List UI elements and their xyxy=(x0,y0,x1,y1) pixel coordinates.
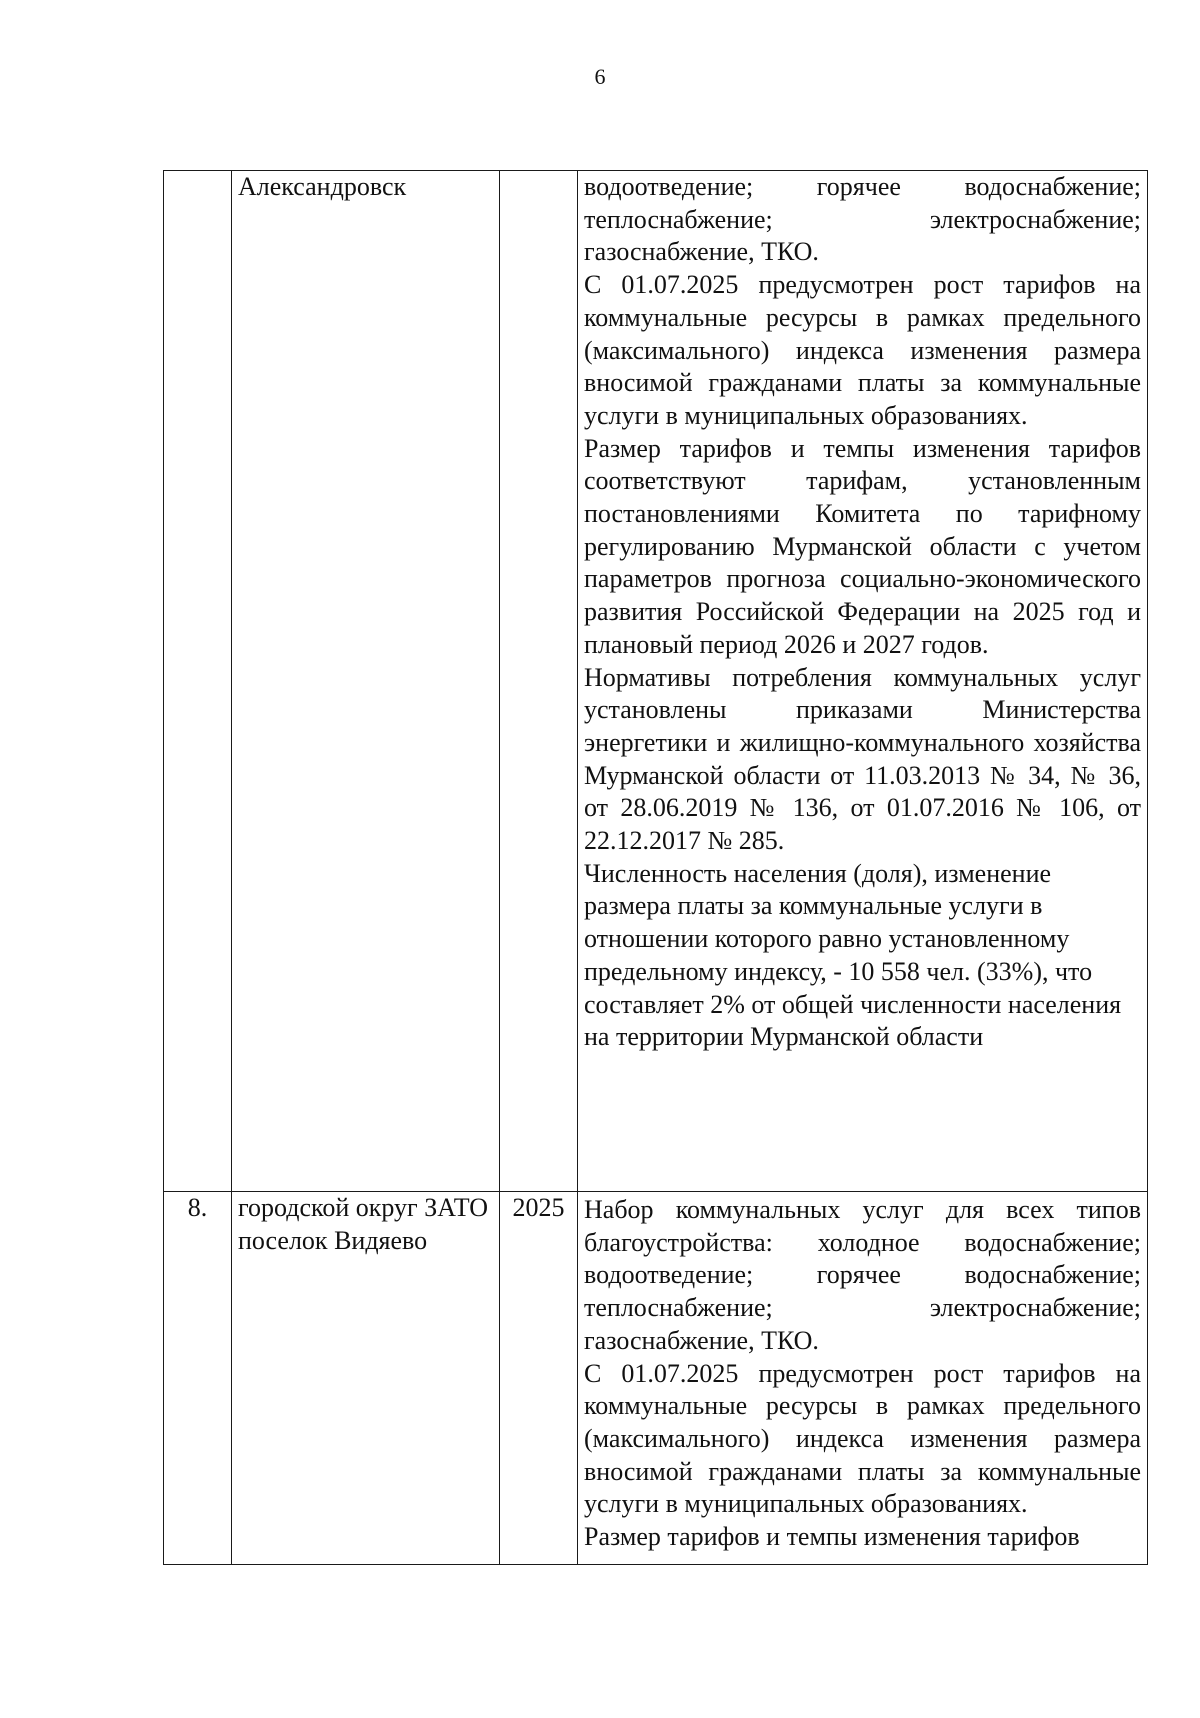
description-paragraph: Размер тарифов и темпы изменения тарифов xyxy=(584,1522,1080,1552)
municipality-name: городской округ ЗАТО поселок Видяево xyxy=(232,1192,500,1565)
table-row xyxy=(164,1192,1148,1565)
description-paragraph: Численность населения (доля), изменение размера платы за коммунальные услуги в отношении которого равно установленному предельному индексу, - 10 558 чел. (33%), что составляет 2% от общей численности населения на территории Мурманской области xyxy=(584,858,1122,1052)
row-number: 8. xyxy=(164,1192,232,1565)
description-paragraph: Размер тарифов и темпы изменения тарифов соответствуют тарифам, установленным постановлениями Комитета по тарифному регулированию Мурманской области с учетом параметров прогноза социально-экономического развития Российской Федерации на 2025 год и плановый период 2026 и 2027 годов. xyxy=(584,433,1141,659)
row-number xyxy=(164,171,232,1192)
municipality-name: Александровск xyxy=(232,171,500,1192)
document-table xyxy=(163,170,1148,1565)
description-paragraph: Нормативы потребления коммунальных услуг установлены приказами Министерства энергетики и жилищно-коммунального хозяйства Мурманской области от 11.03.2013 № 34, № 36, от 28.06.2019 № 136, от 01.07.2016 № 106, от 22.12.2017 № 285. xyxy=(584,662,1141,856)
row-description xyxy=(578,1192,1148,1565)
description-paragraph: С 01.07.2025 предусмотрен рост тарифов на коммунальные ресурсы в рамках предельного (максимального) индекса изменения размера вносимой гражданами платы за коммунальные услуги в муниципальных образованиях. xyxy=(584,270,1141,430)
row-year: 2025 xyxy=(500,1192,578,1565)
description-paragraph: С 01.07.2025 предусмотрен рост тарифов на коммунальные ресурсы в рамках предельного (максимального) индекса изменения размера вносимой гражданами платы за коммунальные услуги в муниципальных образованиях. xyxy=(584,1358,1141,1519)
description-paragraph: Набор коммунальных услуг для всех типов благоустройства: холодное водоснабжение; водоотведение; горячее водоснабжение; теплоснабжение; электроснабжение; газоснабжение, ТКО. xyxy=(584,1195,1141,1355)
row-description xyxy=(578,171,1148,1192)
page-number: 6 xyxy=(594,64,606,89)
table-row xyxy=(164,171,1148,1192)
row-year xyxy=(500,171,578,1192)
description-paragraph: водоотведение; горячее водоснабжение; теплоснабжение; электроснабжение; газоснабжение, ТКО. xyxy=(584,172,1141,267)
